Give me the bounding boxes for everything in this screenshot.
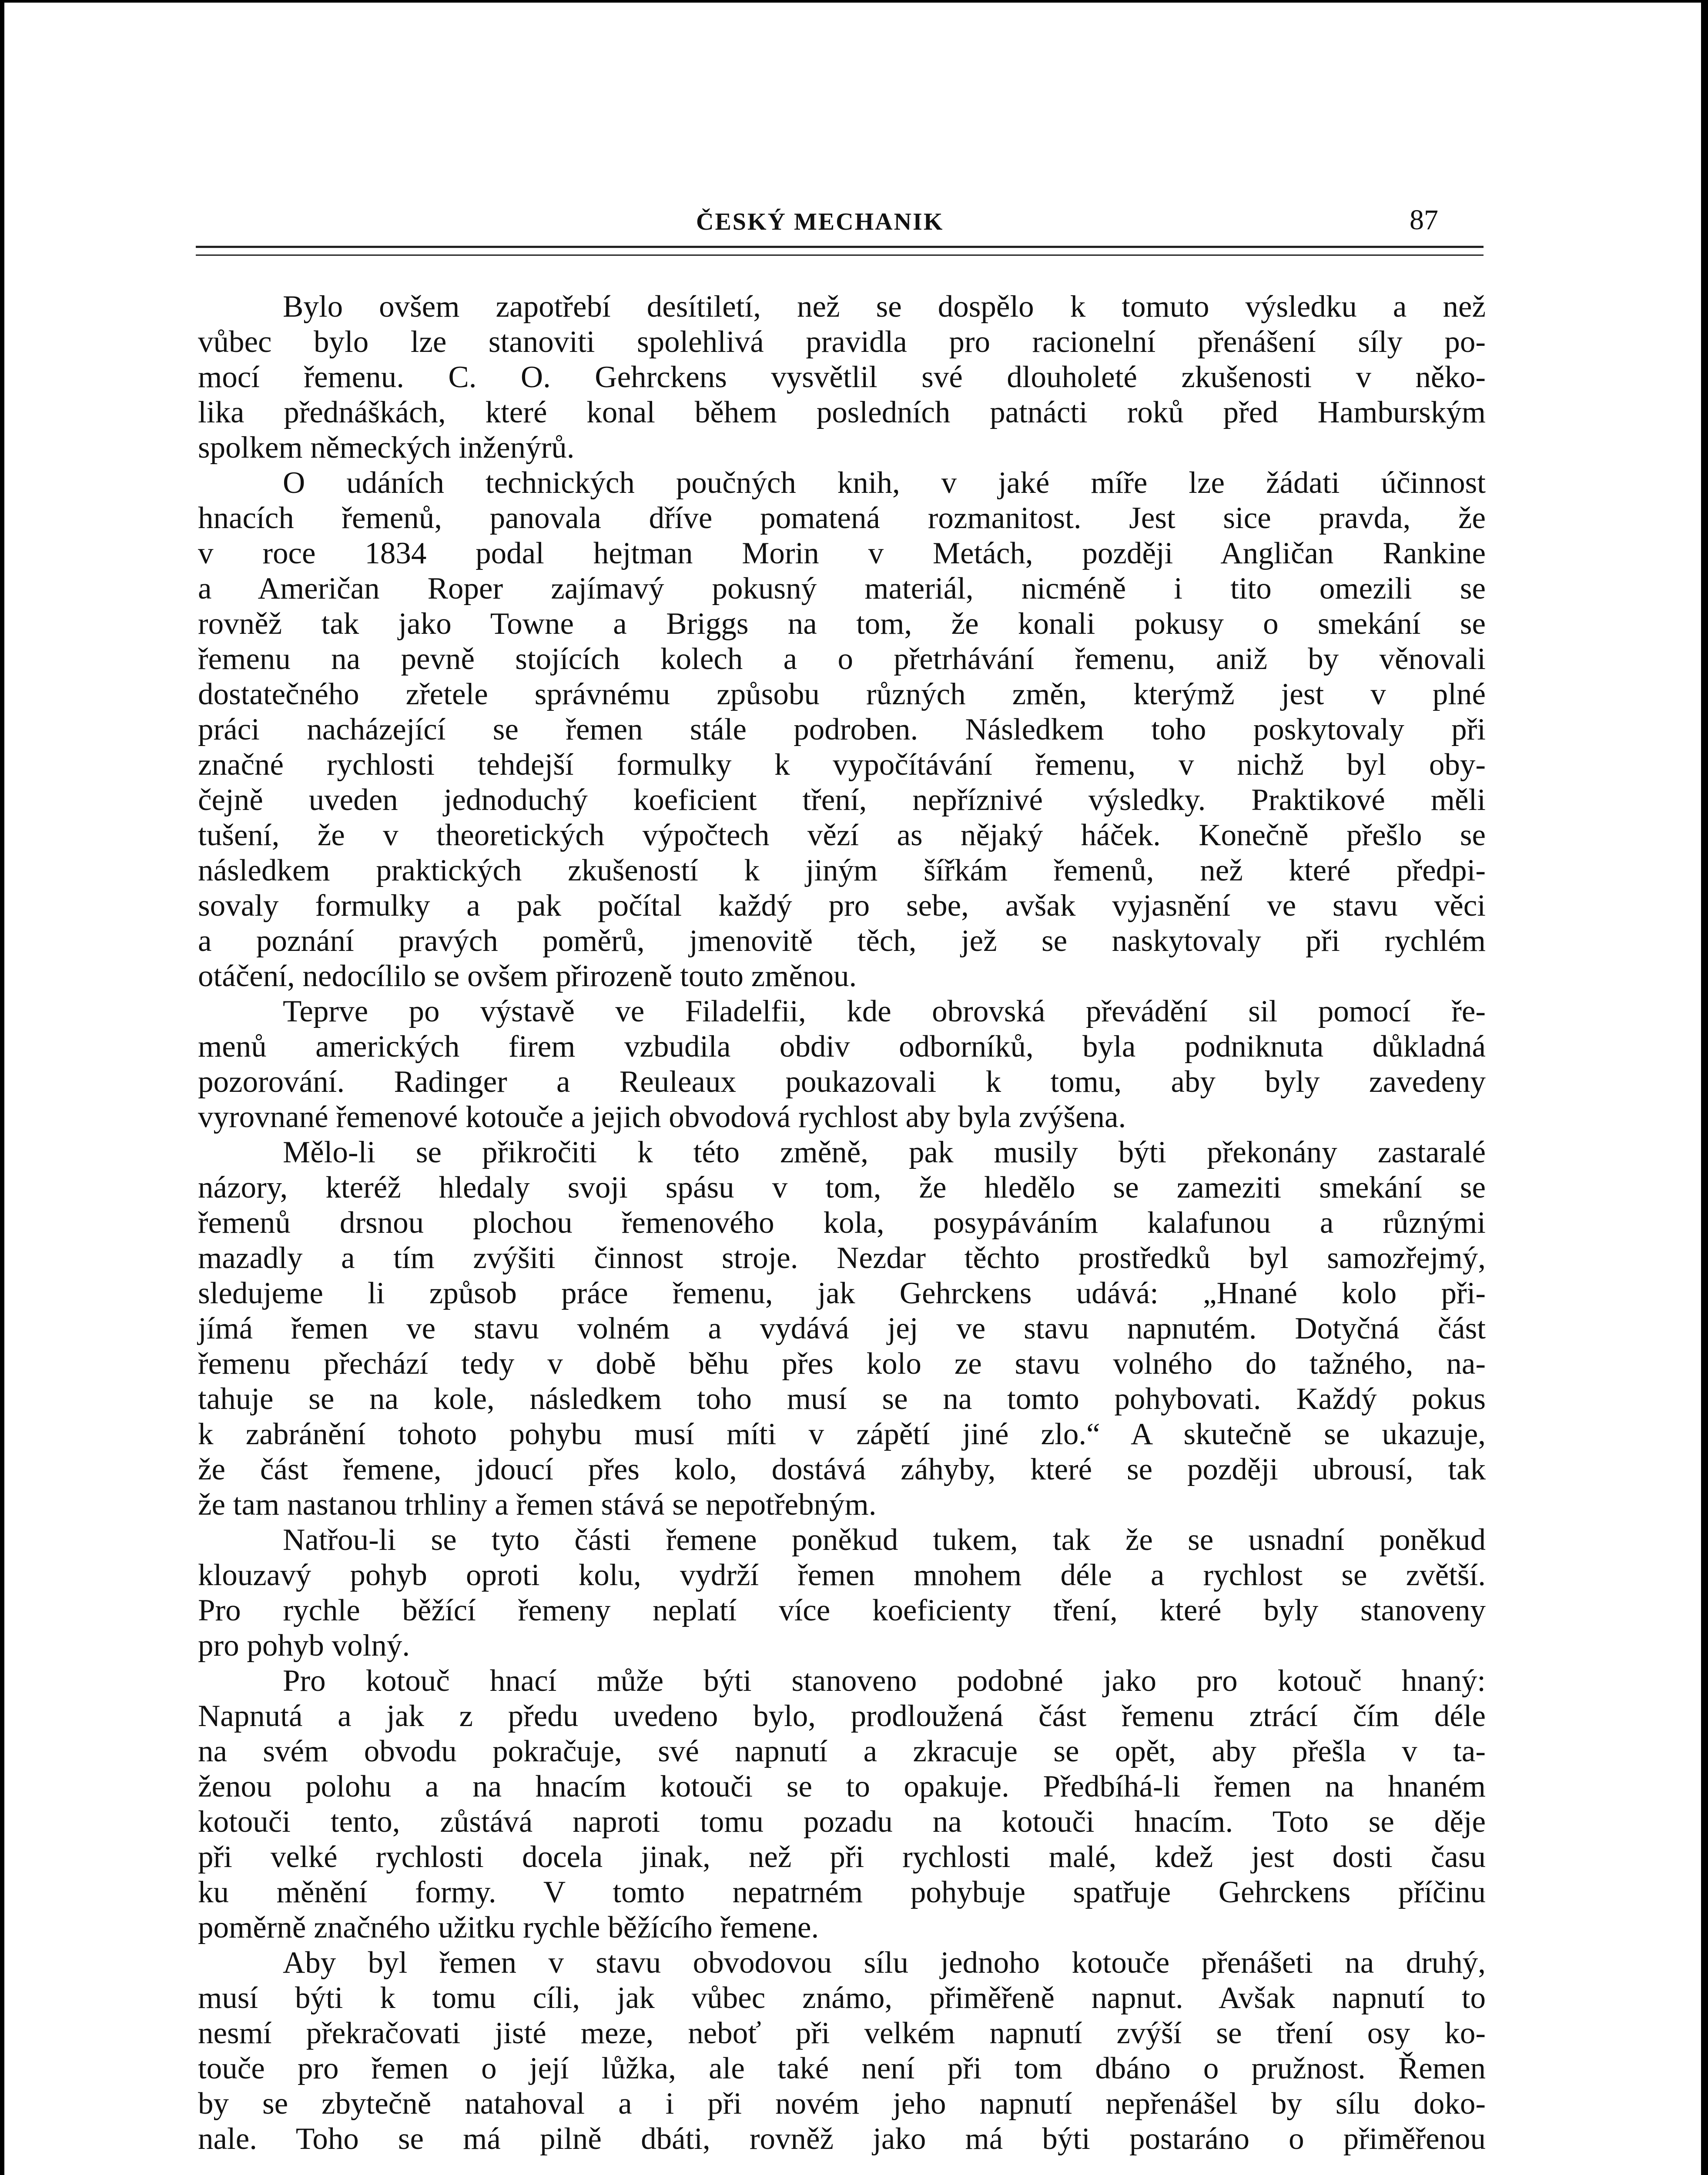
text-line: řemenu na pevně stojících kolech a o přetrhávání řemenu, aniž by věnovali	[198, 642, 1486, 676]
text-line: vůbec bylo lze stanoviti spolehlivá pravidla pro racionelní přenášení síly po-	[198, 325, 1486, 359]
text-line: tahuje se na kole, následkem toho musí se na tomto pohybovati. Každý pokus	[198, 1382, 1486, 1416]
text-line: mocí řemenu. C. O. Gehrckens vysvětlil své dlouholeté zkušenosti v něko-	[198, 360, 1486, 394]
text-line: vyrovnané řemenové kotouče a jejich obvodová rychlost aby byla zvýšena.	[198, 1100, 1126, 1134]
text-line: a Američan Roper zajímavý pokusný materiál, nicméně i tito omezili se	[198, 572, 1486, 606]
text-line: kotouči tento, zůstává naproti tomu pozadu na kotouči hnacím. Toto se děje	[198, 1805, 1486, 1839]
text-line: dostatečného zřetele správnému způsobu různých změn, kterýmž jest v plné	[198, 677, 1486, 711]
text-line: pozorování. Radinger a Reuleaux poukazovali k tomu, aby byly zavedeny	[198, 1065, 1486, 1099]
text-line: spolkem německých inženýrů.	[198, 431, 575, 465]
body-text	[198, 289, 1486, 2157]
text-line: řemenu přechází tedy v době běhu přes kolo ze stavu volného do tažného, na-	[198, 1347, 1486, 1381]
text-line: čejně uveden jednoduchý koeficient tření, nepříznivé výsledky. Praktikové měli	[198, 783, 1486, 817]
header-rule	[196, 246, 1484, 248]
text-line: klouzavý pohyb oproti kolu, vydrží řemen mnohem déle a rychlost se zvětší.	[198, 1558, 1486, 1592]
text-line: při velké rychlosti docela jinak, než při rychlosti malé, kdež jest dosti času	[198, 1840, 1486, 1874]
text-line: Natřou-li se tyto části řemene poněkud tukem, tak že se usnadní poněkud	[283, 1523, 1486, 1557]
text-line: a poznání pravých poměrů, jmenovitě těch, jež se naskytovaly při rychlém	[198, 924, 1486, 958]
text-line: by se zbytečně natahoval a i při novém jeho napnutí nepřenášel by sílu doko-	[198, 2087, 1486, 2121]
text-line: sovaly formulky a pak počítal každý pro sebe, avšak vyjasnění ve stavu věci	[198, 889, 1486, 923]
text-line: hnacích řemenů, panovala dříve pomatená rozmanitost. Jest sice pravda, že	[198, 501, 1486, 535]
text-line: menů amerických firem vzbudila obdiv odborníků, byla podniknuta důkladná	[198, 1030, 1486, 1064]
text-line: Pro rychle běžící řemeny neplatí více koeficienty tření, které byly stanoveny	[198, 1593, 1486, 1627]
text-line: otáčení, nedocílilo se ovšem přirozeně touto změnou.	[198, 959, 857, 993]
text-line: v roce 1834 podal hejtman Morin v Metách, později Angličan Rankine	[198, 536, 1486, 570]
text-line: Bylo ovšem zapotřebí desítiletí, než se dospělo k tomuto výsledku a než	[283, 290, 1486, 324]
text-line: na svém obvodu pokračuje, své napnutí a zkracuje se opět, aby přešla v ta-	[198, 1734, 1486, 1768]
running-header: ČESKÝ MECHANIK	[696, 208, 944, 235]
text-line: sledujeme li způsob práce řemenu, jak Gehrckens udává: „Hnané kolo při-	[198, 1276, 1486, 1310]
text-line: ku měnění formy. V tomto nepatrném pohybuje spatřuje Gehrckens příčinu	[198, 1875, 1486, 1909]
text-line: Mělo-li se přikročiti k této změně, pak musily býti překonány zastaralé	[283, 1135, 1486, 1169]
text-line: značné rychlosti tehdejší formulky k vypočítávání řemenu, v nichž byl oby-	[198, 748, 1486, 782]
text-line: pro pohyb volný.	[198, 1629, 410, 1663]
text-line: mazadly a tím zvýšiti činnost stroje. Nezdar těchto prostředků byl samozřejmý,	[198, 1241, 1486, 1275]
text-line: Teprve po výstavě ve Filadelfii, kde obrovská převádění sil pomocí ře-	[283, 994, 1486, 1028]
text-line: jímá řemen ve stavu volném a vydává jej ve stavu napnutém. Dotyčná část	[198, 1312, 1486, 1345]
page-number: 87	[1410, 204, 1438, 236]
text-line: rovněž tak jako Towne a Briggs na tom, že konali pokusy o smekání se	[198, 607, 1486, 641]
text-line: nesmí překračovati jisté meze, neboť při velkém napnutí zvýší se tření osy ko-	[198, 2016, 1486, 2050]
text-line: ženou polohu a na hnacím kotouči se to opakuje. Předbíhá-li řemen na hnaném	[198, 1770, 1486, 1804]
text-line: tušení, že v theoretických výpočtech vězí as nějaký háček. Konečně přešlo se	[198, 818, 1486, 852]
text-line: Pro kotouč hnací může býti stanoveno podobné jako pro kotouč hnaný:	[283, 1664, 1486, 1698]
text-line: touče pro řemen o její lůžka, ale také není při tom dbáno o pružnost. Řemen	[198, 2051, 1486, 2085]
text-line: poměrně značného užitku rychle běžícího řemene.	[198, 1911, 819, 1944]
text-line: lika přednáškách, které konal během posledních patnácti roků před Hamburským	[198, 395, 1486, 429]
text-line: musí býti k tomu cíli, jak vůbec známo, přiměřeně napnut. Avšak napnutí to	[198, 1981, 1486, 2015]
text-line: řemenů drsnou plochou řemenového kola, posypáváním kalafunou a různými	[198, 1206, 1486, 1240]
text-line: že tam nastanou trhliny a řemen stává se nepotřebným.	[198, 1488, 877, 1522]
text-line: že část řemene, jdoucí přes kolo, dostává záhyby, které se později ubrousí, tak	[198, 1452, 1486, 1486]
text-line: O udáních technických poučných knih, v jaké míře lze žádati účinnost	[283, 466, 1486, 500]
text-line: Napnutá a jak z předu uvedeno bylo, prodloužená část řemenu ztrácí čím déle	[198, 1699, 1486, 1733]
text-line: následkem praktických zkušeností k jiným šířkám řemenů, než které předpi-	[198, 853, 1486, 887]
text-line: Aby byl řemen v stavu obvodovou sílu jednoho kotouče přenášeti na druhý,	[283, 1946, 1486, 1980]
text-line: nale. Toho se má pilně dbáti, rovněž jako má býti postaráno o přiměřenou	[198, 2122, 1486, 2156]
text-line: názory, kteréž hledaly svoji spásu v tom, že hledělo se zameziti smekání se	[198, 1171, 1486, 1205]
header-rule-thin	[196, 254, 1484, 256]
text-line: práci nacházející se řemen stále podroben. Následkem toho poskytovaly při	[198, 713, 1486, 746]
text-line: k zabránění tohoto pohybu musí míti v zápětí jiné zlo.“ A skutečně se ukazuje,	[198, 1417, 1486, 1451]
